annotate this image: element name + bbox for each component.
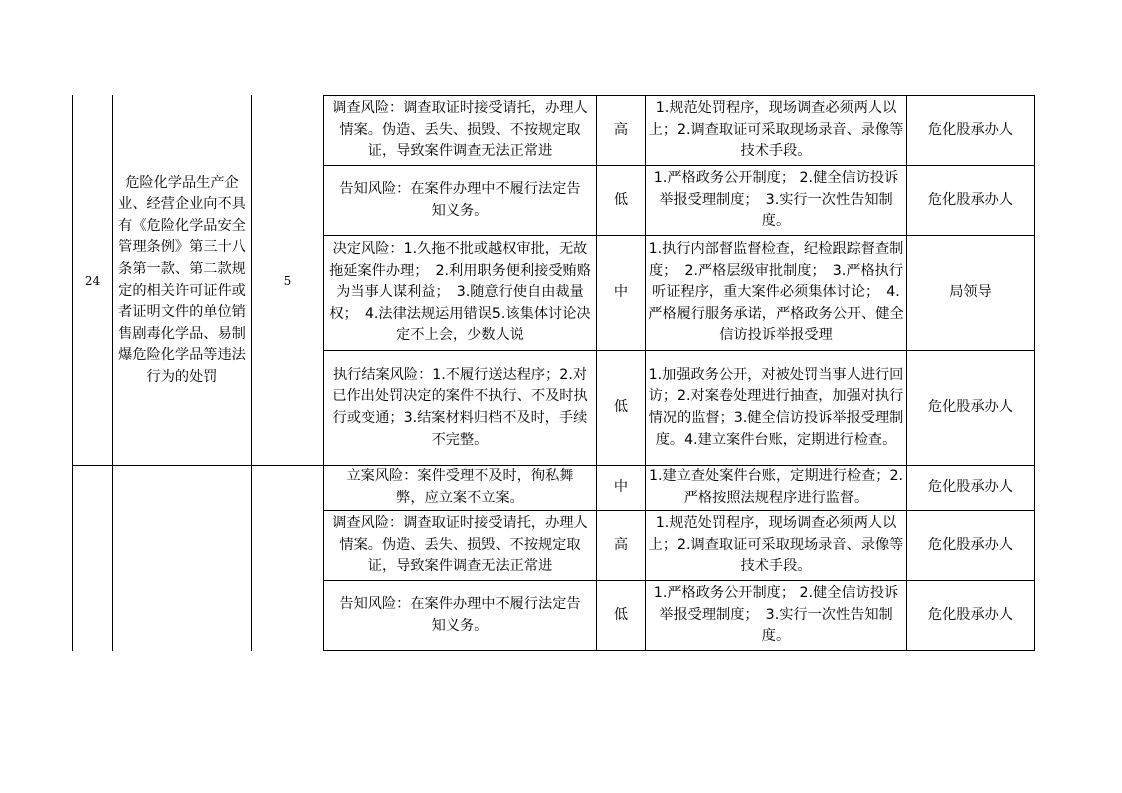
measures-cell: 1.严格政务公开制度； 2.健全信访投诉举报受理制度； 3.实行一次性告知制度。 <box>653 585 899 645</box>
risk-cell: 调查风险：调查取证时接受请托，办理人情案。伪造、丢失、损毁、不按规定取证，导致案件调查无法正常进 <box>332 100 588 160</box>
risk-cell: 立案风险：案件受理不及时，徇私舞弊，应立案不立案。 <box>346 468 574 506</box>
level-cell: 高 <box>613 536 629 553</box>
risk-cell: 告知风险：在案件办理中不履行法定告知义务。 <box>339 595 581 634</box>
group-number: 24 <box>84 273 101 288</box>
level-cell: 低 <box>613 191 629 208</box>
owner-cell: 局领导 <box>949 284 992 301</box>
measures-cell: 1.严格政务公开制度； 2.健全信访投诉举报受理制度； 3.实行一次性告知制度。 <box>653 170 899 230</box>
level-cell: 低 <box>613 399 629 416</box>
owner-cell: 危化股承办人 <box>927 536 1014 553</box>
group-count: 5 <box>283 273 292 288</box>
measures-cell: 1.建立查处案件台账，定期进行检查；2.严格按照法规程序进行监督。 <box>648 468 904 506</box>
measures-cell: 1.规范处罚程序，现场调查必须两人以上；2.调查取证可采取现场录音、录像等技术手段。 <box>648 515 904 575</box>
group-item: 危险化学品生产企业、经营企业向不具有《危险化学品安全管理条例》第三十八条第一款、第二款规定的相关许可证件或者证明文件的单位销售剧毒化学品、易制爆危险化学品等违法行为的处罚 <box>118 174 246 385</box>
measures-cell: 1.执行内部督监督检查，纪检跟踪督查制度； 2.严格层级审批制度； 3.严格执行听证程序，重大案件必须集体讨论； 4.严格履行服务承诺，严格政务公开、健全信访投诉举报受理 <box>648 241 904 344</box>
owner-cell: 危化股承办人 <box>927 191 1014 208</box>
risk-cell: 决定风险：1.久拖不批或越权审批，无故拖延案件办理； 2.利用职务便利接受贿赂为当事人谋利益； 3.随意行使自由裁量权； 4.法律法规运用错误5.该集体讨论决定不上会，少数人说 <box>329 241 591 344</box>
level-cell: 中 <box>613 479 629 496</box>
owner-cell: 危化股承办人 <box>927 606 1014 623</box>
level-cell: 高 <box>613 121 629 138</box>
owner-cell: 危化股承办人 <box>927 121 1014 138</box>
measures-cell: 1.规范处罚程序，现场调查必须两人以上；2.调查取证可采取现场录音、录像等技术手段。 <box>648 100 904 160</box>
measures-cell: 1.加强政务公开，对被处罚当事人进行回访；2.对案卷处理进行抽查，加强对执行情况的监督；3.健全信访投诉举报受理制度。4.建立案件台账，定期进行检查。 <box>648 366 904 448</box>
owner-cell: 危化股承办人 <box>927 399 1014 416</box>
owner-cell: 危化股承办人 <box>927 479 1014 496</box>
risk-cell: 调查风险：调查取证时接受请托，办理人情案。伪造、丢失、损毁、不按规定取证，导致案件调查无法正常进 <box>332 515 588 575</box>
level-cell: 中 <box>613 284 629 301</box>
risk-cell: 执行结案风险：1.不履行送达程序；2.对已作出处罚决定的案件不执行、不及时执行或变通；3.结案材料归档不及时，手续不完整。 <box>332 366 588 448</box>
level-cell: 低 <box>613 606 629 623</box>
risk-cell: 告知风险：在案件办理中不履行法定告知义务。 <box>339 180 581 219</box>
